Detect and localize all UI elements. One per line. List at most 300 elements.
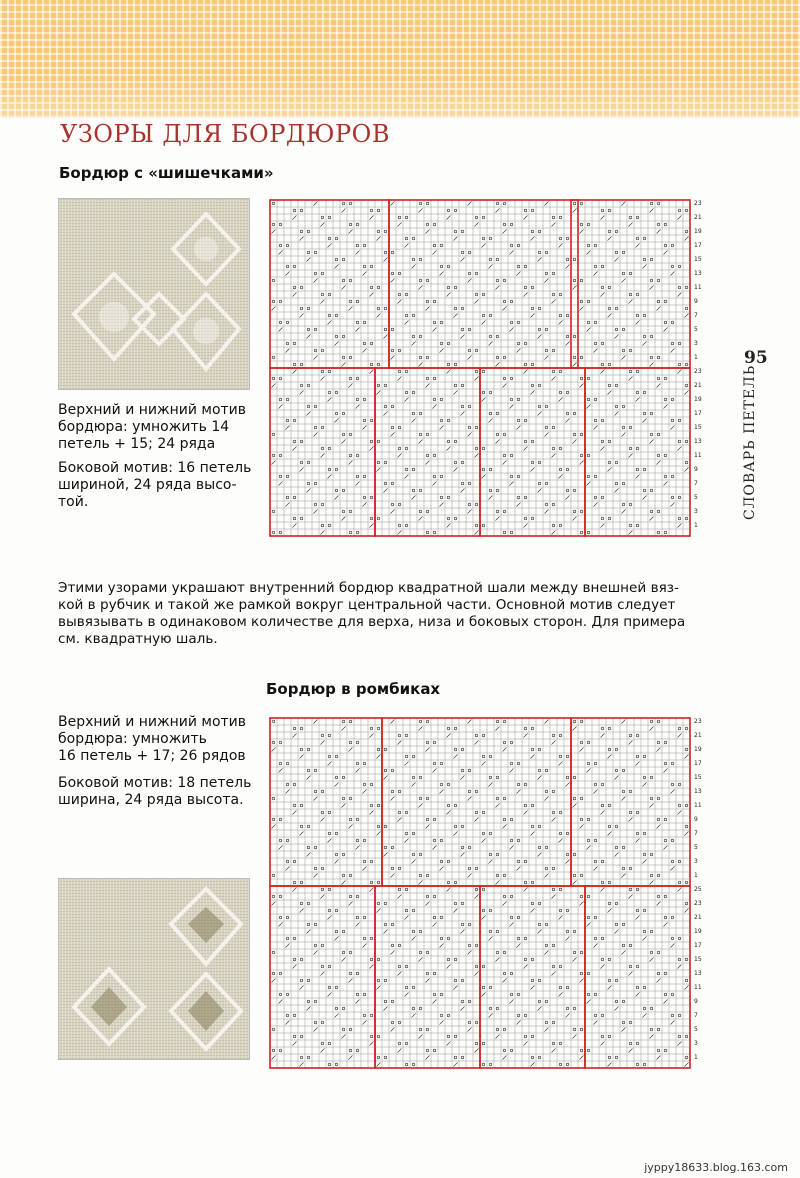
stitch-symbol [447, 265, 450, 268]
stitch-symbol [447, 1014, 450, 1017]
stitch-symbol [545, 951, 549, 955]
stitch-symbol [307, 405, 310, 408]
stitch-symbol [468, 503, 471, 506]
stitch-symbol [510, 223, 513, 226]
stitch-symbol [601, 265, 604, 268]
stitch-symbol [272, 797, 275, 800]
stitch-symbol [398, 895, 402, 899]
stitch-symbol [398, 370, 401, 373]
stitch-symbol [363, 272, 367, 276]
side-section-label: СЛОВАРЬ ПЕТЕЛЬ [742, 364, 758, 520]
row-number: 7 [694, 1012, 698, 1019]
stitch-symbol [307, 769, 310, 772]
stitch-symbol [475, 377, 479, 381]
stitch-symbol [363, 993, 366, 996]
stitch-symbol [587, 916, 590, 919]
stitch-symbol [468, 272, 471, 275]
stitch-symbol [405, 832, 408, 835]
stitch-symbol [314, 944, 317, 947]
watermark: jyppy18633.blog.163.com [644, 1161, 788, 1174]
stitch-symbol [643, 496, 647, 500]
stitch-symbol [370, 958, 373, 961]
stitch-symbol [524, 727, 527, 730]
stitch-symbol [405, 370, 408, 373]
stitch-symbol [454, 909, 458, 913]
stitch-symbol [566, 853, 569, 856]
stitch-symbol [636, 755, 639, 758]
stitch-symbol [321, 811, 324, 814]
stitch-symbol [300, 363, 303, 366]
stitch-symbol [678, 293, 682, 297]
stitch-symbol [601, 727, 604, 730]
row-number: 23 [694, 900, 702, 907]
stitch-symbol [685, 1035, 688, 1038]
stitch-symbol [587, 839, 590, 842]
stitch-symbol [307, 846, 310, 849]
stitch-symbol [384, 230, 387, 233]
stitch-symbol [643, 412, 646, 415]
stitch-symbol [384, 853, 388, 857]
stitch-symbol [566, 489, 569, 492]
stitch-symbol [594, 1014, 597, 1017]
stitch-symbol [279, 1000, 283, 1004]
stitch-symbol [328, 986, 331, 989]
stitch-symbol [482, 524, 485, 527]
stitch-symbol [370, 265, 373, 268]
stitch-symbol [636, 216, 639, 219]
stitch-symbol [538, 412, 542, 416]
stitch-symbol [419, 202, 422, 205]
stitch-symbol [615, 405, 618, 408]
stitch-symbol [433, 818, 436, 821]
stitch-symbol [300, 727, 303, 730]
stitch-symbol [426, 1028, 429, 1031]
stitch-symbol [461, 328, 464, 331]
stitch-symbol [356, 993, 359, 996]
stitch-symbol [580, 510, 583, 513]
stitch-symbol [636, 965, 639, 968]
stitch-symbol [419, 286, 423, 290]
stitch-symbol [293, 937, 296, 940]
stitch-symbol [412, 258, 415, 261]
text-line: ширина, 24 ряда высота. [58, 792, 244, 808]
stitch-symbol [601, 783, 604, 786]
stitch-symbol [328, 244, 332, 248]
stitch-symbol [286, 916, 289, 919]
stitch-symbol [293, 293, 297, 297]
stitch-symbol [370, 342, 373, 345]
stitch-symbol [363, 496, 366, 499]
stitch-symbol [475, 811, 478, 814]
stitch-symbol [657, 307, 661, 311]
stitch-symbol [524, 1014, 527, 1017]
stitch-symbol [650, 720, 653, 723]
stitch-symbol [538, 776, 542, 780]
stitch-symbol [650, 874, 653, 877]
stitch-symbol [636, 370, 639, 373]
stitch-symbol [412, 265, 416, 269]
stitch-symbol [489, 832, 492, 835]
stitch-symbol [531, 461, 534, 464]
stitch-symbol [510, 244, 513, 247]
stitch-symbol [384, 1000, 387, 1003]
stitch-symbol [314, 846, 317, 849]
stitch-symbol [377, 909, 381, 913]
stitch-symbol [286, 496, 289, 499]
stitch-symbol [643, 489, 646, 492]
stitch-symbol [272, 1056, 276, 1060]
stitch-symbol [678, 1035, 681, 1038]
stitch-symbol [559, 398, 563, 402]
stitch-symbol [622, 482, 625, 485]
stitch-symbol [671, 1014, 674, 1017]
stitch-symbol [286, 398, 289, 401]
stitch-symbol [300, 832, 304, 836]
stitch-symbol [419, 489, 422, 492]
stitch-symbol [517, 867, 521, 871]
stitch-symbol [342, 727, 346, 731]
stitch-symbol [475, 300, 479, 304]
stitch-symbol [482, 1063, 485, 1066]
stitch-symbol [454, 1035, 457, 1038]
stitch-symbol [412, 1014, 416, 1018]
stitch-symbol [566, 930, 569, 933]
row-number: 3 [694, 858, 698, 865]
stitch-symbol [636, 734, 639, 737]
text-line: кой в рубчик и такой же рамкой вокруг центральной части. Основной мотив следует [58, 597, 676, 613]
stitch-symbol [552, 223, 556, 227]
row-number: 7 [694, 312, 698, 319]
stitch-symbol [510, 531, 513, 534]
stitch-symbol [440, 426, 444, 430]
stitch-symbol [517, 1021, 521, 1025]
stitch-symbol [321, 867, 324, 870]
stitch-symbol [594, 993, 597, 996]
stitch-symbol [685, 986, 689, 990]
stitch-symbol [615, 853, 619, 857]
stitch-symbol [447, 209, 450, 212]
stitch-symbol [335, 335, 338, 338]
stitch-symbol [636, 909, 639, 912]
row-number: 13 [694, 438, 702, 445]
stitch-symbol [559, 370, 562, 373]
stitch-symbol [468, 720, 472, 724]
stitch-symbol [503, 951, 506, 954]
stitch-symbol [370, 811, 374, 815]
stitch-symbol [279, 993, 282, 996]
stitch-symbol [622, 867, 625, 870]
stitch-symbol [391, 251, 394, 254]
stitch-symbol [279, 916, 282, 919]
stitch-symbol [580, 1049, 583, 1052]
stitch-symbol [601, 342, 604, 345]
stitch-symbol [384, 251, 387, 254]
stitch-symbol [622, 279, 626, 283]
stitch-symbol [328, 1063, 331, 1066]
stitch-symbol [510, 398, 513, 401]
stitch-symbol [391, 951, 395, 955]
stitch-symbol [615, 258, 619, 262]
stitch-symbol [538, 1000, 541, 1003]
stitch-symbol [328, 839, 332, 843]
stitch-symbol [377, 979, 380, 982]
stitch-symbol [636, 986, 639, 989]
stitch-symbol [433, 300, 436, 303]
stitch-symbol [461, 335, 465, 339]
stitch-symbol [538, 748, 541, 751]
stitch-symbol [545, 510, 549, 514]
stitch-symbol [566, 986, 569, 989]
stitch-symbol [342, 797, 345, 800]
stitch-symbol [503, 874, 506, 877]
stitch-symbol [517, 244, 520, 247]
stitch-symbol [685, 1056, 688, 1059]
stitch-symbol [559, 909, 562, 912]
stitch-symbol [559, 468, 562, 471]
stitch-symbol [517, 762, 520, 765]
stitch-symbol [524, 342, 527, 345]
stitch-symbol [678, 937, 681, 940]
stitch-symbol [321, 741, 325, 745]
stitch-symbol [377, 986, 381, 990]
row-number: 1 [694, 872, 698, 879]
stitch-symbol [573, 1007, 576, 1010]
stitch-symbol [608, 825, 611, 828]
stitch-symbol [454, 517, 457, 520]
stitch-symbol [510, 405, 514, 409]
stitch-symbol [272, 461, 276, 465]
stitch-symbol [293, 1014, 296, 1017]
stitch-symbol [412, 909, 415, 912]
stitch-symbol [307, 853, 311, 857]
row-number: 15 [694, 774, 702, 781]
stitch-symbol [538, 853, 542, 857]
stitch-symbol [594, 398, 597, 401]
stitch-symbol [461, 1056, 464, 1059]
stitch-symbol [314, 720, 318, 724]
stitch-symbol [594, 762, 597, 765]
stitch-symbol [412, 755, 415, 758]
stitch-symbol [454, 209, 457, 212]
stitch-symbol [524, 958, 527, 961]
stitch-symbol [370, 363, 373, 366]
stitch-symbol [573, 258, 576, 261]
stitch-symbol [566, 860, 570, 864]
stitch-symbol [636, 447, 639, 450]
stitch-symbol [300, 902, 303, 905]
stitch-symbol [356, 223, 359, 226]
stitch-symbol [664, 923, 668, 927]
stitch-symbol [545, 769, 548, 772]
stitch-symbol [461, 930, 465, 934]
stitch-symbol [307, 489, 311, 493]
stitch-symbol [342, 951, 345, 954]
stitch-symbol [370, 286, 373, 289]
stitch-symbol [279, 839, 282, 842]
stitch-symbol [629, 888, 632, 891]
stitch-symbol [419, 951, 422, 954]
stitch-symbol [335, 1007, 338, 1010]
stitch-symbol [419, 1035, 423, 1039]
stitch-symbol [510, 741, 513, 744]
row-number: 17 [694, 410, 702, 417]
stitch-symbol [608, 1063, 612, 1067]
stitch-symbol [524, 265, 527, 268]
stitch-symbol [496, 433, 499, 436]
stitch-symbol [475, 216, 478, 219]
stitch-symbol [419, 727, 423, 731]
stitch-symbol [279, 251, 283, 255]
text-line: Боковой мотив: 18 петель [58, 775, 252, 791]
stitch-symbol [566, 1014, 570, 1018]
stitch-symbol [531, 517, 534, 520]
stitch-symbol [594, 342, 597, 345]
stitch-symbol [321, 895, 325, 899]
stitch-symbol [314, 874, 318, 878]
stitch-symbol [657, 433, 660, 436]
stitch-symbol [447, 342, 450, 345]
stitch-symbol [314, 790, 317, 793]
stitch-symbol [447, 524, 451, 528]
stitch-symbol [356, 321, 359, 324]
stitch-symbol [559, 965, 562, 968]
stitch-symbol [405, 993, 409, 997]
stitch-symbol [342, 881, 346, 885]
stitch-symbol [685, 881, 688, 884]
stitch-symbol [664, 993, 667, 996]
stitch-symbol [335, 1014, 339, 1018]
stitch-symbol [643, 342, 647, 346]
stitch-symbol [370, 804, 373, 807]
stitch-symbol [433, 769, 437, 773]
stitch-symbol [489, 335, 492, 338]
stitch-symbol [573, 517, 577, 521]
stitch-symbol [650, 279, 653, 282]
stitch-symbol [636, 314, 639, 317]
stitch-symbol [650, 258, 653, 261]
stitch-symbol [657, 818, 660, 821]
stitch-symbol [629, 349, 632, 352]
stitch-symbol [657, 902, 661, 906]
stitch-symbol [454, 384, 457, 387]
stitch-symbol [685, 902, 688, 905]
text-line: 16 петель + 17; 26 рядов [58, 748, 246, 764]
stitch-symbol [643, 419, 647, 423]
stitch-symbol [496, 286, 500, 290]
stitch-symbol [314, 1000, 317, 1003]
stitch-symbol [363, 398, 366, 401]
stitch-symbol [349, 510, 352, 513]
stitch-symbol [671, 321, 674, 324]
stitch-symbol [629, 867, 632, 870]
stitch-symbol [657, 223, 660, 226]
stitch-symbol [566, 468, 569, 471]
stitch-symbol [475, 349, 478, 352]
row-number: 3 [694, 1040, 698, 1047]
stitch-symbol [384, 384, 387, 387]
stitch-symbol [601, 419, 604, 422]
stitch-symbol [398, 944, 401, 947]
stitch-symbol [468, 797, 472, 801]
stitch-symbol [482, 398, 486, 402]
stitch-symbol [594, 272, 598, 276]
stitch-symbol [482, 811, 485, 814]
stitch-symbol [454, 468, 458, 472]
stitch-symbol [398, 790, 401, 793]
stitch-symbol [342, 356, 345, 359]
stitch-symbol [566, 832, 569, 835]
stitch-symbol [643, 853, 646, 856]
stitch-symbol [524, 447, 528, 451]
stitch-symbol [468, 1021, 471, 1024]
stitch-symbol [440, 265, 443, 268]
stitch-symbol [503, 279, 506, 282]
stitch-symbol [482, 468, 485, 471]
stitch-symbol [601, 363, 604, 366]
stitch-symbol [573, 510, 576, 513]
stitch-symbol [629, 300, 633, 304]
stitch-symbol [559, 475, 563, 479]
stitch-symbol [573, 412, 576, 415]
stitch-symbol [349, 1028, 352, 1031]
stitch-symbol [419, 776, 422, 779]
stitch-symbol [349, 874, 352, 877]
stitch-symbol [405, 447, 408, 450]
stitch-symbol [279, 531, 282, 534]
stitch-symbol [608, 461, 611, 464]
stitch-symbol [503, 895, 506, 898]
stitch-symbol [314, 279, 318, 283]
stitch-symbol [447, 811, 451, 815]
stitch-symbol [517, 790, 521, 794]
row-number: 11 [694, 802, 702, 809]
stitch-symbol [531, 958, 534, 961]
stitch-symbol [419, 720, 422, 723]
stitch-symbol [342, 517, 346, 521]
row-number: 21 [694, 732, 702, 739]
text-line: Верхний и нижний мотив [58, 402, 247, 418]
stitch-symbol [552, 216, 555, 219]
stitch-symbol [307, 825, 310, 828]
stitch-symbol [678, 363, 681, 366]
stitch-symbol [272, 972, 275, 975]
stitch-symbol [587, 769, 591, 773]
stitch-symbol [552, 867, 555, 870]
stitch-symbol [419, 874, 422, 877]
stitch-symbol [272, 748, 276, 752]
stitch-symbol [433, 846, 437, 850]
row-number: 11 [694, 284, 702, 291]
stitch-symbol [685, 909, 689, 913]
stitch-symbol [279, 769, 283, 773]
stitch-symbol [447, 1035, 450, 1038]
stitch-symbol [608, 286, 611, 289]
stitch-symbol [300, 307, 303, 310]
stitch-symbol [321, 349, 324, 352]
stitch-symbol [440, 860, 443, 863]
stitch-symbol [545, 349, 548, 352]
stitch-symbol [307, 776, 311, 780]
stitch-symbol [608, 727, 611, 730]
stitch-symbol [468, 426, 471, 429]
stitch-symbol [650, 951, 653, 954]
stitch-symbol [335, 419, 339, 423]
stitch-symbol [510, 1000, 514, 1004]
stitch-symbol [272, 454, 275, 457]
stitch-symbol [475, 1049, 479, 1053]
stitch-symbol [685, 461, 688, 464]
stitch-symbol [615, 902, 618, 905]
